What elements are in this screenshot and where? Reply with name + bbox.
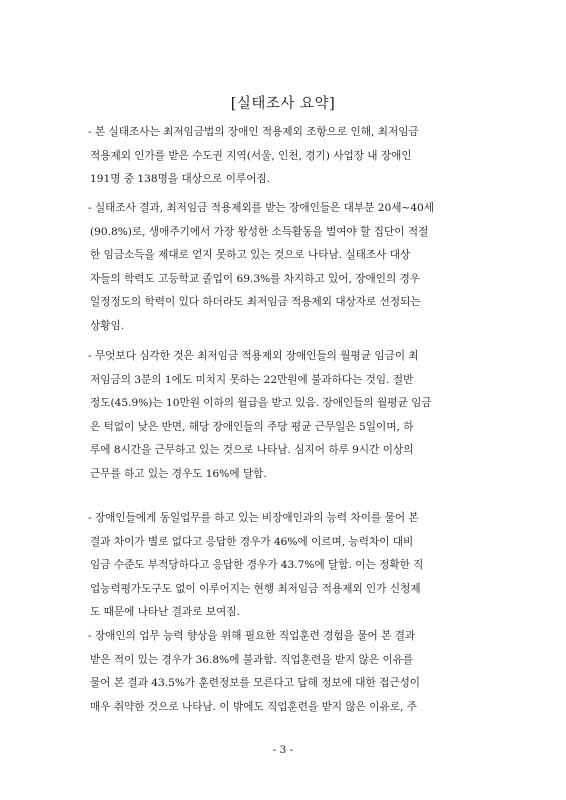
- text-line: - 장애인들에게 동일업무를 하고 있는 비장애인과의 능력 차이를 물어 본: [88, 512, 419, 524]
- text-line: 한 임금소득을 제대로 얻지 못하고 있는 것으로 나타남. 실태조사 대상: [90, 249, 411, 262]
- text-line: 일정정도의 학력이 있다 하더라도 최저임금 적용제외 대상자로 선정되는: [90, 296, 421, 309]
- text-line: - 장애인의 업무 능력 향상을 위해 필요한 직업훈련 경험을 물어 본 결과: [88, 630, 416, 642]
- text-line: 매우 취약한 것으로 나타남. 이 밖에도 직업훈련을 받지 않은 이유로, 주: [90, 700, 417, 713]
- text-line: (90.8%)로, 생애주기에서 가장 왕성한 소득활동을 벌여야 할 집단이 적절: [90, 225, 429, 238]
- text-line: 191명 중 138명을 대상으로 이루어짐.: [90, 173, 271, 186]
- text-line: 은 턱없이 낮은 반면, 해당 장애인들의 주당 평균 근무일은 5일이며, 하: [90, 420, 414, 433]
- page-number: - 3 -: [272, 744, 294, 756]
- summary-paragraph-2: [88, 197, 488, 339]
- text-line: 자들의 학력도 고등학교 졸업이 69.3%를 차지하고 있어, 장애인의 경우: [90, 272, 421, 285]
- summary-paragraph-3: [88, 345, 488, 487]
- summary-paragraph-1: [88, 121, 488, 192]
- text-line: 받은 적이 있는 경우가 36.8%에 불과함. 직업훈련을 받지 않은 이유를: [90, 653, 414, 666]
- text-line: 적용제외 인가를 받은 수도권 지역(서울, 인천, 경기) 사업장 내 장애인: [90, 149, 412, 162]
- text-line: 저임금의 3분의 1에도 미치지 못하는 22만원에 불과하다는 것임. 절반: [90, 373, 414, 386]
- text-line: 물어 본 결과 43.5%가 훈련정보를 모른다고 답해 정보에 대한 접근성이: [90, 677, 421, 690]
- summary-paragraph-4: [88, 507, 488, 625]
- text-line: 정도(45.9%)는 10만원 이하의 월급을 받고 있음. 장애인들의 월평균 임금: [90, 397, 432, 410]
- text-line: 업능력평가도구도 없이 이루어지는 현행 최저임금 적용제외 인가 신청제: [90, 582, 421, 595]
- text-line: 도 때문에 나타난 결과로 보여짐.: [90, 606, 240, 619]
- text-line: 임금 수준도 부적당하다고 응답한 경우가 43.7%에 달함. 이는 정확한 직: [90, 559, 424, 572]
- text-line: - 무엇보다 심각한 것은 최저임금 적용제외 장애인들의 월평균 임금이 최: [88, 350, 419, 362]
- text-line: 상황임.: [90, 319, 125, 332]
- text-line: 루에 8시간을 근무하고 있는 것으로 나타남. 심지어 하루 9시간 이상의: [90, 444, 414, 457]
- text-line: - 실태조사 결과, 최저임금 적용제외를 받는 장애인들은 대부분 20세~40세: [88, 202, 435, 214]
- text-line: - 본 실태조사는 최저임금법의 장애인 적용제외 조항으로 인해, 최저임금: [88, 126, 419, 138]
- text-line: 결과 차이가 별로 없다고 응답한 경우가 46%에 이르며, 능력차이 대비: [90, 535, 414, 548]
- page-title: [실태조사 요약]: [230, 96, 336, 112]
- summary-paragraph-5: [88, 625, 488, 719]
- text-line: 근무를 하고 있는 경우도 16%에 달함.: [90, 467, 267, 480]
